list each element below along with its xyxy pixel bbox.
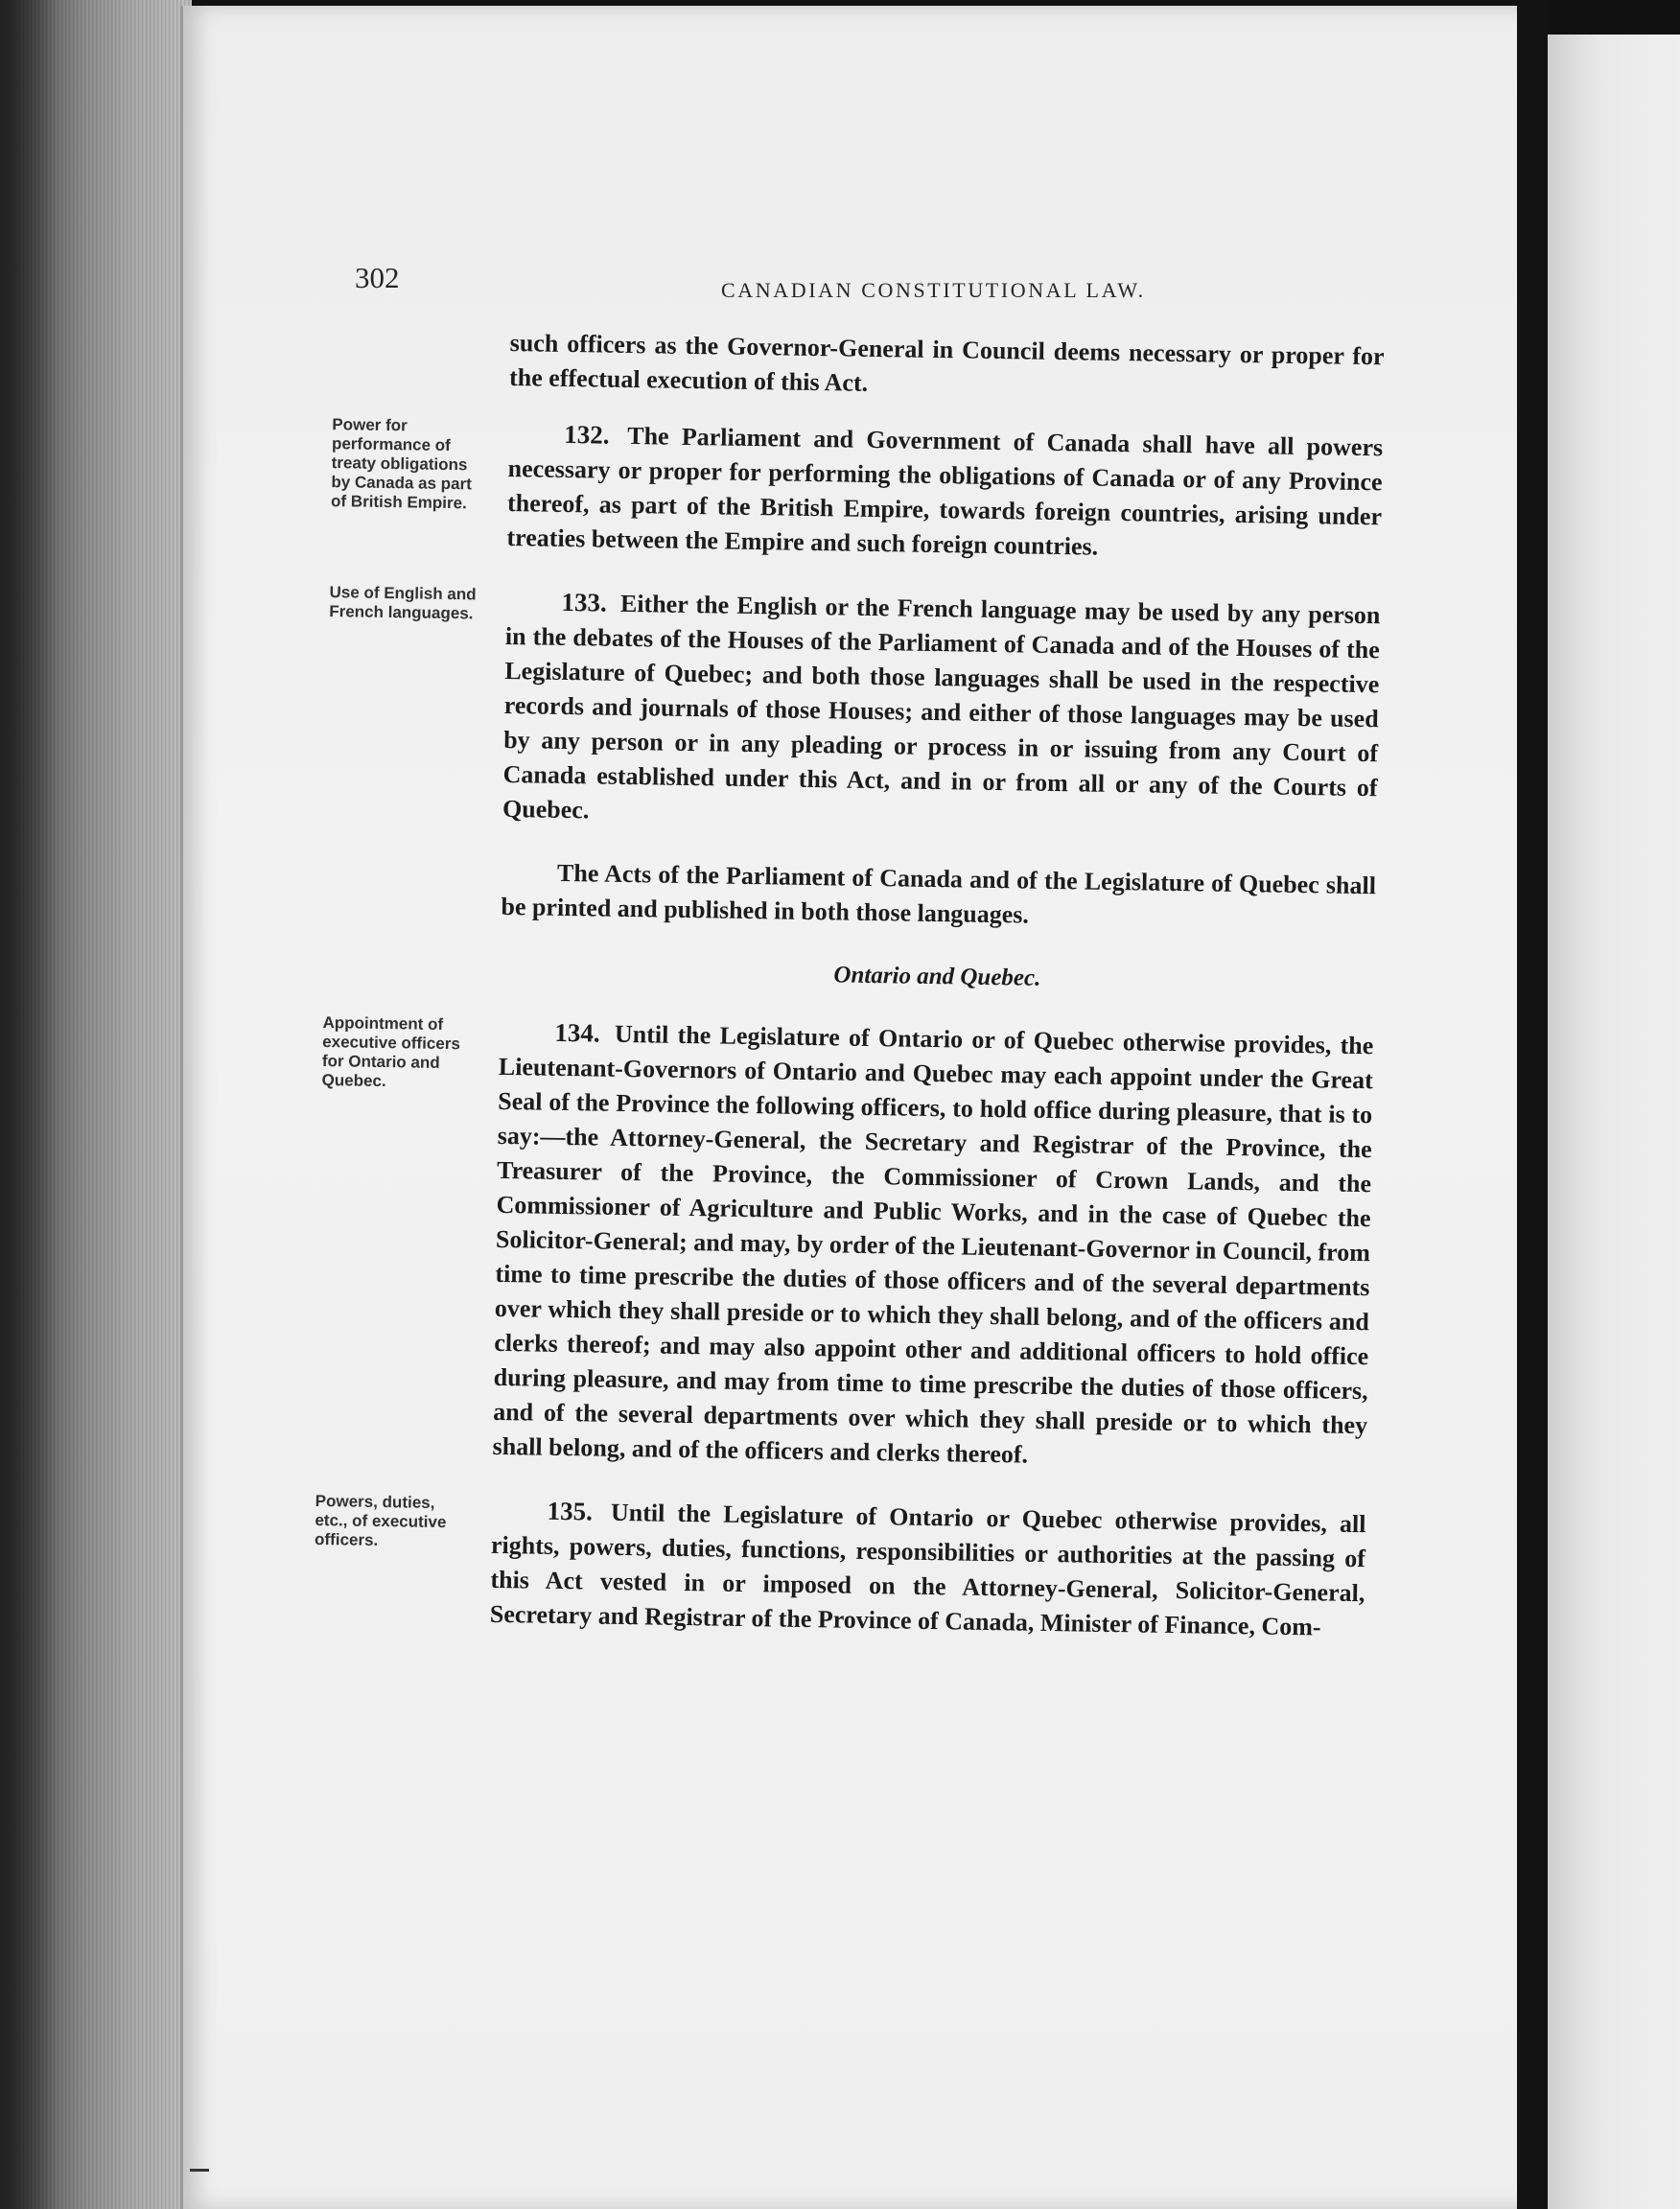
adjacent-page <box>1548 35 1680 2209</box>
margin-note-135: Powers, duties, etc., of executive officers. <box>314 1491 447 1549</box>
section-135-paragraph <box>490 1493 1366 1645</box>
page-number: 302 <box>355 261 400 294</box>
continuation-paragraph <box>509 326 1385 408</box>
section-text: Until the Legislature of Ontario or Quebec otherwise provides, all rights, powers, duties, functions, responsibilities or authorities at the passing of this Act vested in or imposed on the Attorney-General, Solicitor-General, Secretary and Registrar of the Province of Canada, Minister of Finance, Com- <box>489 1498 1366 1641</box>
book-edge-shadow <box>0 0 58 2209</box>
section-text: The Parliament and Government of Canada shall have all powers necessary or proper for performing the obligations of Canada or of any Province thereof, as part of the British Empire, towards foreign countries, arising under treaties between the Empire and such foreign countries. <box>506 421 1384 561</box>
section-133 <box>329 583 1381 938</box>
scan-mark <box>190 2169 209 2172</box>
continuation-text: such officers as the Governor-General in Council deems necessary or proper for the effectual execution of this Act. <box>508 328 1385 397</box>
margin-note-132: Power for performance of treaty obligations by Canada as part of British Empire. <box>330 415 473 513</box>
section-number: 132. <box>563 419 610 450</box>
section-134-paragraph <box>492 1014 1373 1477</box>
margin-note-134: Appointment of executive officers for Ontario and Quebec. <box>321 1013 461 1091</box>
running-head <box>355 261 1390 309</box>
section-134 <box>321 1013 1374 1477</box>
subheading-ontario-quebec: Ontario and Quebec. <box>833 962 1041 991</box>
page-gutter <box>1517 0 1548 2209</box>
page-body <box>314 326 1385 1645</box>
section-number: 133. <box>561 587 607 617</box>
section-132-paragraph <box>506 416 1383 569</box>
section-133-paragraph <box>502 584 1381 840</box>
section-133-second-paragraph: The Acts of the Parliament of Canada and of the Legislature of Quebec shall be printed and published in both those languages. <box>501 858 1377 929</box>
section-135 <box>314 1491 1366 1645</box>
margin-note-133: Use of English and French languages. <box>329 583 477 623</box>
section-text: Until the Legislature of Ontario or of Quebec otherwise provides, the Lieutenant-Governors of Ontario and Quebec may each appoint under the Great Seal of the Province the following officers, to hold office during pleasure, that is to say:—the Attorney-General, the Secretary and Registrar of the Province, the Treasurer of the Province, the Commissioner of Crown Lands, and the Commissioner of Agriculture and Public Works, and in the case of Quebec the Solicitor-General; and may, by order of the Lieutenant-Governor in Council, from time to time prescribe the duties of those officers and of the several departments over which they shall preside or to which they shall belong, and of the officers and clerks thereof; and may also appoint other and additional officers to hold office during pleasure, and may from time to time prescribe the duties of those officers, and of the several departments over which they shall preside or to which they shall belong, and of the officers and clerks thereof. <box>492 1019 1374 1469</box>
section-text: Either the English or the French language may be used by any person in the debates of the Houses of the Parliament of Canada and of the Houses of the Legislature of Quebec; and both those languages shall be used in the respective records and journals of those Houses; and either of those languages may be used by any person or in any pleading or process in or issuing from any Court of Canada established under this Act, and in or from all or any of the Courts of Quebec. <box>502 589 1381 825</box>
section-number: 134. <box>554 1017 600 1048</box>
running-head-title: CANADIAN CONSTITUTIONAL LAW. <box>721 278 1146 302</box>
section-132 <box>330 415 1384 569</box>
section-number: 135. <box>547 1496 594 1526</box>
